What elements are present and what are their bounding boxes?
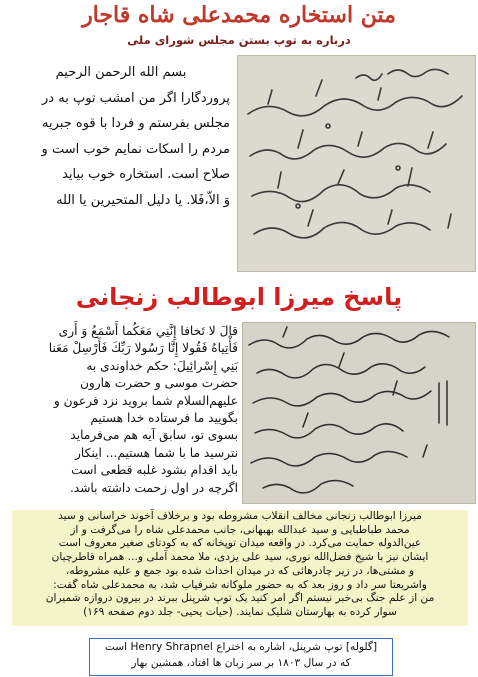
prayer-line: مجلس بفرستم و فردا با قوه جبریه: [42, 116, 230, 131]
note-line: عین‌الدوله حمایت می‌کرد. در واقعه میدان توپخانه که به کودتای صغیر معروف است: [58, 537, 422, 550]
note-line: من از علم جنگ بی‌خبر نیستم اگر امر کنید یک توپ شرپنل ببرند در بیرون دروازه شمیران: [45, 592, 435, 605]
reply-line: فَأْتِياهُ فَقُولا إِنَّا رَسُولا رَبِّكَ فَأَرْسِلْ مَعَنا: [48, 341, 238, 356]
prayer-line: بسم الله الرحمن الرحیم: [55, 65, 187, 80]
reply-line: بسوی تو، سابق آیه هم می‌فرماید: [70, 428, 238, 443]
footnote-box: [89, 638, 393, 676]
reply-line: بگویید ما فرستاده خدا هستیم: [90, 411, 238, 426]
note-line: میرزا ابوطالب زنجانی مخالف انقلاب مشروطه بود و برخلاف آخوند خراسانی و سید: [58, 510, 422, 522]
prayer-line: مردم را اسکات نمایم خوب است و: [41, 141, 230, 157]
reply-line: باید اقدام بشود غلبه قطعی است: [71, 463, 238, 478]
page-subtitle: درباره به توپ بستن مجلس شورای ملی: [127, 33, 351, 47]
reply-line: اگرچه در اول زحمت داشته باشد.: [69, 480, 238, 495]
note-line: ایشان نیز با شیخ فضل‌الله نوری، سید علی یزدی، ملا محمد آملی و... همراه قاطرچیان: [51, 551, 429, 564]
reply-line: قالَ لا تَخافا إِنَّنِي مَعَكُما أَسْمَعُ وَ أَرى: [58, 324, 238, 338]
reply-line: بَنِي إِسْرائِيلَ: حکم خداوندی به: [86, 358, 238, 373]
handwriting-scan: [243, 323, 475, 503]
reply-heading: پاسخ میرزا ابوطالب زنجانی: [75, 283, 403, 311]
reply-line: نترسید ما با شما هستیم... اینکار: [75, 445, 238, 460]
prayer-line: صلاح است. استخاره خوب بیاید: [62, 167, 230, 182]
footnote-line: که در سال ۱۸۰۳ بر سر زبان ها افتاد، همشین بهار: [131, 657, 351, 669]
manuscript-image-reply: [242, 322, 476, 504]
prayer-line: وَ الاّ،فَلا. یا دلیل المتحیرین یا الله: [56, 192, 230, 208]
istikhara-text: [12, 60, 230, 213]
note-line: و مشتی‌ها، در زیر چادرهائی که در میدان احداث شده بود جمع و علیه مشروطه،: [65, 564, 415, 577]
reply-text: [8, 323, 238, 497]
historical-note: [12, 510, 468, 626]
footnote-line: [گلوله] توپ شرپنل، اشاره به اختراع Henry Shrapnel است: [104, 641, 378, 653]
reply-line: علیهم‌السلام شما بروید نزد فرعون و: [53, 393, 238, 408]
page-title: متن استخاره محمدعلی شاه قاجار: [82, 2, 396, 28]
note-line: محمد طباطبایی و سید عبدالله بهبهانی، جانب محمدعلی شاه را می‌گرفت و از: [70, 523, 410, 536]
reply-line: حضرت موسی و حضرت هارون: [79, 376, 238, 391]
prayer-line: پروردگارا اگر من امشب توپ به در: [42, 90, 230, 106]
note-line: واشریعتا سر داد و روز بعد که به حضور ملوکانه شرفیاب شد، به محمدعلی شاه گفت:: [53, 578, 427, 591]
note-line: سوار کرده به بهارستان شلیک نمایند. (حیات یحیی- جلد دوم صفحه ۱۶۹): [83, 605, 397, 618]
handwriting-scan: [238, 56, 475, 271]
manuscript-image-istikhara: [237, 55, 476, 272]
